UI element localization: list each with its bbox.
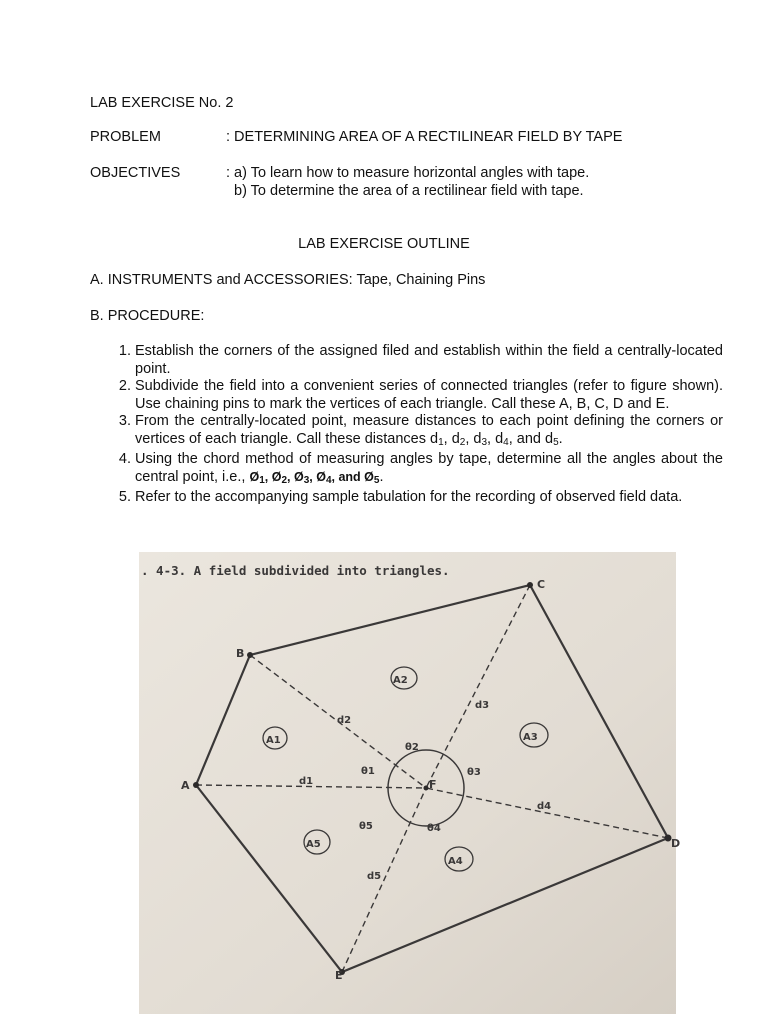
procedure-step-2: 2. Subdivide the field into a convenient series of connected triangles (refer to figure shown). Use chaining pins to mark the vertices of each triangle. Call these A, B, C, D and E. xyxy=(135,378,723,413)
lab-title: LAB EXERCISE No. 2 xyxy=(90,95,234,111)
area-label-a1: A1 xyxy=(266,735,281,746)
procedure-step-4: 4. Using the chord method of measuring angles by tape, determine all the angles about the central point, i.e., $Ø_1$, $Ø_2$, $Ø_3$, $Ø_4$, and $Ø_5$. xyxy=(135,451,723,489)
angle-label-theta1: θ1 xyxy=(361,766,375,777)
vertex-dot-b xyxy=(247,652,253,658)
vertex-label-f: F xyxy=(429,778,437,791)
vertex-label-e: E xyxy=(335,969,343,982)
angle-label-theta5: θ5 xyxy=(359,821,373,832)
angle-label-theta4: θ4 xyxy=(427,823,441,834)
vertex-dot-c xyxy=(527,582,533,588)
area-label-a5: A5 xyxy=(306,839,321,850)
figure-caption: . 4-3. A field subdivided into triangles. xyxy=(141,563,450,578)
problem-label: PROBLEM xyxy=(90,129,161,145)
procedure-step-1: 1. Establish the corners of the assigned filed and establish within the field a centrally-located point. xyxy=(135,343,723,378)
area-label-a4: A4 xyxy=(448,856,463,867)
field-figure-photo xyxy=(139,552,681,1014)
objectives-label: OBJECTIVES xyxy=(90,165,181,181)
distance-label-d5: d5 xyxy=(367,871,382,882)
problem-text: : DETERMINING AREA OF A RECTILINEAR FIELD BY TAPE xyxy=(226,129,623,145)
objective-a: : a) To learn how to measure horizontal angles with tape. xyxy=(226,165,590,181)
distance-label-d2: d2 xyxy=(337,715,352,726)
distance-label-d3: d3 xyxy=(475,700,490,711)
vertex-dot-a xyxy=(193,782,199,788)
vertex-dot-f xyxy=(424,786,429,791)
distance-label-d4: d4 xyxy=(537,801,552,812)
distance-label-d1: d1 xyxy=(299,776,314,787)
procedure-step-3: 3. From the centrally-located point, measure distances to each point defining the corners or vertices of each triangle. Call these distances $d_1$, $d_2$, $d_3$, $d_4$, and $d_5$. xyxy=(135,413,723,451)
area-label-a3: A3 xyxy=(523,732,538,743)
outline-heading: LAB EXERCISE OUTLINE xyxy=(298,236,470,252)
procedure-step-5: 5. Refer to the accompanying sample tabulation for the recording of observed field data. xyxy=(135,489,723,507)
procedure-list xyxy=(90,343,723,507)
vertex-label-d: D xyxy=(671,837,681,850)
angle-label-theta3: θ3 xyxy=(467,767,481,778)
vertex-label-a: A xyxy=(181,779,190,792)
angle-label-theta2: θ2 xyxy=(405,742,419,753)
area-label-a2: A2 xyxy=(393,675,408,686)
vertex-label-b: B xyxy=(236,647,245,660)
section-b-procedure: B. PROCEDURE: xyxy=(90,308,205,324)
vertex-label-c: C xyxy=(537,578,546,591)
section-a-instruments: A. INSTRUMENTS and ACCESSORIES: Tape, Chaining Pins xyxy=(90,272,486,288)
objective-b: b) To determine the area of a rectilinear field with tape. xyxy=(234,183,584,199)
